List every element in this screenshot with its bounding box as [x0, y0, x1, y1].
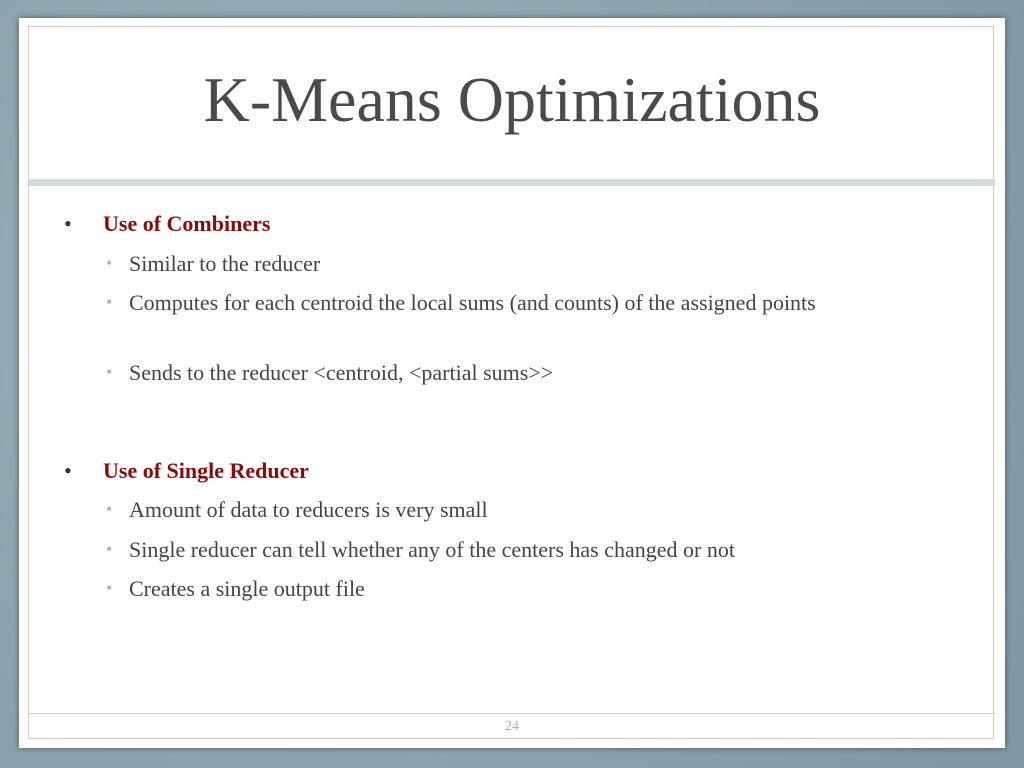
bullet-item-text: Computes for each centroid the local sums (and counts) of the assigned points	[129, 290, 816, 315]
sub-bullet-icon: •	[106, 292, 113, 312]
bullet-item-text: Single reducer can tell whether any of the centers has changed or not	[129, 537, 735, 562]
slide-content	[19, 18, 1005, 748]
slide-title: K-Means Optimizations	[203, 64, 821, 135]
bullet-item	[106, 248, 929, 279]
section-heading-combiners	[64, 210, 271, 238]
bullet-item	[106, 357, 929, 388]
sub-bullet-icon: •	[106, 362, 113, 382]
bullet-item-text: Sends to the reducer <centroid, <partial sums>>	[129, 360, 554, 385]
bullet-item-text: Amount of data to reducers is very small	[129, 497, 488, 522]
bullet-icon: •	[64, 458, 72, 483]
bullet-item	[106, 534, 929, 565]
sub-bullet-icon: •	[106, 539, 113, 559]
sub-bullet-icon: •	[106, 253, 113, 273]
footer-divider	[29, 713, 995, 714]
section-heading-single-reducer	[64, 457, 309, 485]
bullet-item-text: Similar to the reducer	[129, 251, 321, 276]
page-number: 24	[505, 719, 519, 734]
bullet-item	[106, 494, 929, 525]
bullet-item	[106, 573, 929, 604]
bullet-item-text: Creates a single output file	[129, 576, 365, 601]
section-heading-label: Use of Combiners	[103, 211, 271, 236]
bullet-icon: •	[64, 211, 72, 236]
sub-bullet-icon: •	[106, 578, 113, 598]
slide	[19, 18, 1005, 748]
bullet-item	[106, 287, 929, 318]
section-heading-label: Use of Single Reducer	[103, 458, 309, 483]
sub-bullet-icon: •	[106, 499, 113, 519]
